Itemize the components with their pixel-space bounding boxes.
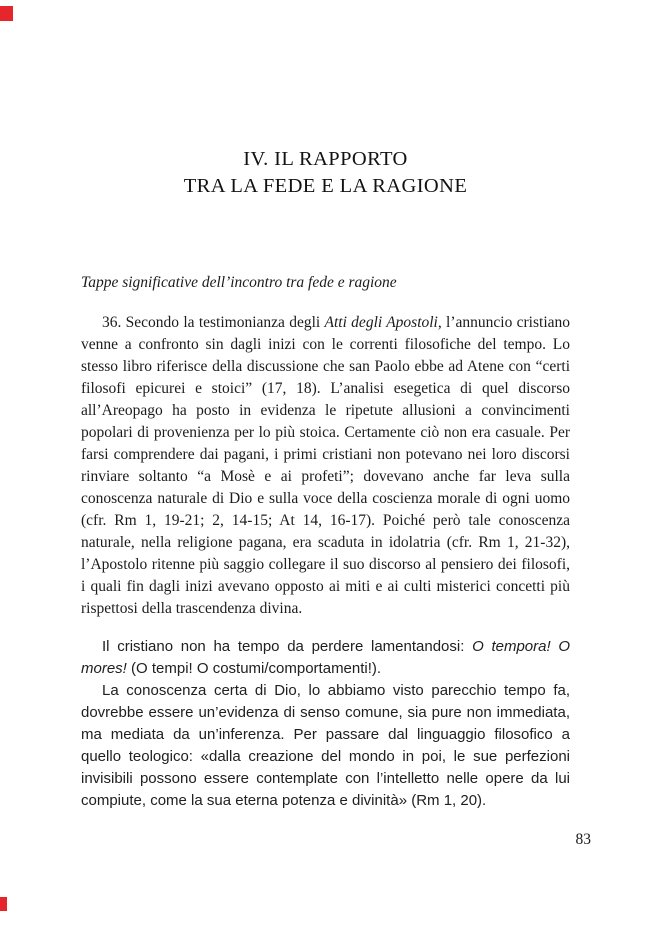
- paragraph-36: 36. Secondo la testimonianza degli Atti degli Apostoli, l’annuncio cristiano venne a confronto sin dagli inizi con le correnti filosofiche del tempo. Lo stesso libro riferisce della discussione che san Paolo ebbe ad Atene con “certi filosofi epicurei e stoici” (17, 18). L’analisi esegetica di quel discorso all’Areopago ha posto in evidenza le ripetute allusioni a convincimenti popolari di provenienza per lo più stoica. Certamente ciò non era casuale. Per farsi comprendere dai pagani, i primi cristiani non potevano nei loro discorsi rinviare soltanto “a Mosè e ai profeti”; dovevano anche far leva sulla conoscenza naturale di Dio e sulla voce della coscienza morale di ogni uomo (cfr. Rm 1, 19-21; 2, 14-15; At 14, 16-17). Poiché però tale conoscenza naturale, nella religione pagana, era scaduta in idolatria (cfr. Rm 1, 21-32), l’Apostolo ritenne più saggio collegare il suo discorso al pensiero dei filosofi, i quali fin dagli inizi avevano opposto ai miti e ai culti misterici concetti più rispettosi della trascendenza divina.: [81, 314, 570, 617]
- commentary-paragraph-1: Il cristiano non ha tempo da perdere lamentandosi: O tempora! O mores! (O tempi! O costumi/comportamenti!).: [81, 638, 570, 677]
- section-heading: Tappe significative dell’incontro tra fede e ragione: [81, 274, 397, 291]
- page-number: 83: [575, 831, 591, 848]
- scan-artifact-bottom: [0, 897, 7, 911]
- page-content: [81, 0, 570, 812]
- commentary-paragraph-2: La conoscenza certa di Dio, lo abbiamo visto parecchio tempo fa, dovrebbe essere un’evidenza di senso comune, sia pure non immediata, ma mediata da un’inferenza. Per passare dal linguaggio filosofico a quello teologico: «dalla creazione del mondo in poi, le sue perfezioni invisibili possono essere contemplate con l’intelletto nelle opere da lui compiute, come la sua eterna potenza e divinità» (Rm 1, 20).: [81, 682, 570, 809]
- chapter-title-line2: TRA LA FEDE E LA RAGIONE: [183, 175, 468, 197]
- chapter-title: [81, 146, 570, 200]
- chapter-title-line1: IV. IL RAPPORTO: [243, 148, 408, 170]
- scan-artifact-top: [0, 6, 13, 21]
